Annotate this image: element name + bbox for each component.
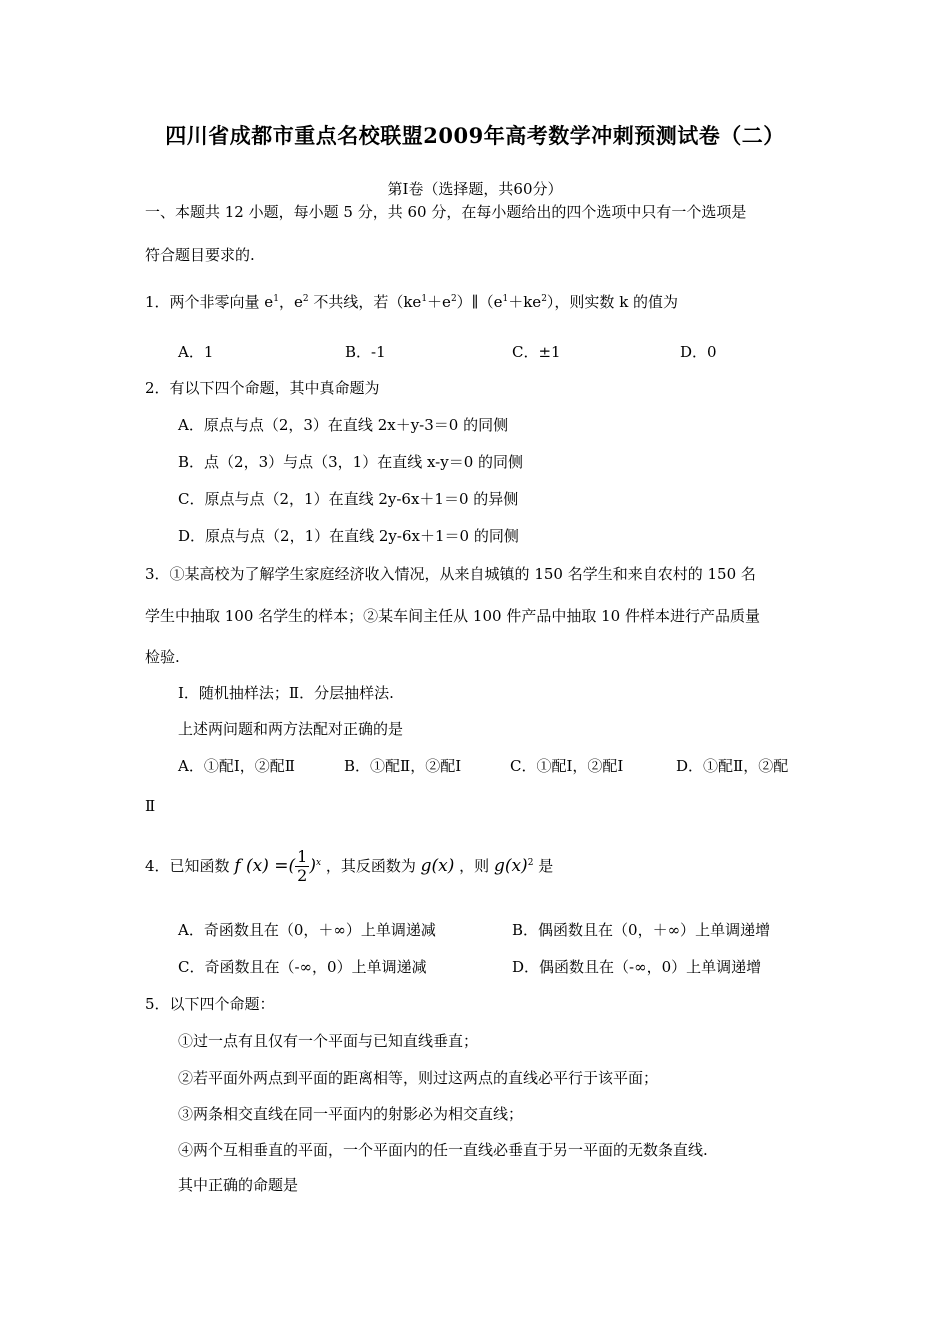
q3-option-c: C．①配Ⅰ，②配Ⅰ [510, 757, 624, 775]
q1-option-a: A．1 [178, 343, 214, 361]
q5-item-1: ①过一点有且仅有一个平面与已知直线垂直； [178, 1032, 479, 1050]
question-1-stem: 1．两个非零向量 $e^1$，$e^2$ 不共线，若$(ke^1+e^2)\parallel(e^1+ke^2)$，则实数 k 的值为 [145, 293, 679, 311]
q4-option-b: B．偶函数且在（0，＋∞）上单调递增 [512, 921, 771, 939]
question-2-stem: 2．有以下四个命题，其中真命题为 [145, 379, 380, 397]
q5-item-4: ④两个互相垂直的平面，一个平面内的任一直线必垂直于另一平面的无数条直线. [178, 1141, 708, 1159]
q4-option-c: C．奇函数且在（-∞，0）上单调递减 [178, 958, 427, 976]
q3-option-a: A．①配Ⅰ，②配Ⅱ [178, 757, 295, 775]
instructions-line-1: 一、本题共 12 小题，每小题 5 分，共 60 分，在每小题给出的四个选项中只有一个选项是 [145, 203, 747, 221]
q5-prompt: 其中正确的命题是 [178, 1176, 299, 1194]
question-3-line-3: 检验. [145, 648, 180, 666]
q4-option-d: D．偶函数且在（-∞，0）上单调递增 [512, 958, 762, 976]
q1-option-c: C．±1 [512, 343, 561, 361]
q1-option-d: D．0 [680, 343, 717, 361]
q2-option-a: A．原点与点（2，3）在直线 2x＋y-3＝0 的同侧 [178, 416, 509, 434]
question-5-stem: 5．以下四个命题： [145, 995, 275, 1013]
q5-item-3: ③两条相交直线在同一平面内的射影必为相交直线； [178, 1105, 524, 1123]
question-4-stem: 4．已知函数 f (x) =( $\frac{1}{2}$ )$^x$ ，其反函数为 g(x) ，则 $g(x)^2$ 是 [145, 847, 554, 885]
q3-option-d: D．①配Ⅱ，②配 [676, 757, 789, 775]
q4-function-g: g(x) [420, 856, 455, 876]
page-title: 四川省成都市重点名校联盟2009年高考数学冲刺预测试卷（二） [165, 123, 785, 148]
q2-option-c: C．原点与点（2，1）在直线 2y-6x＋1＝0 的异侧 [178, 490, 519, 508]
section-heading: 第Ⅰ卷（选择题，共60分） [387, 180, 563, 198]
q3-methods: I．随机抽样法；Ⅱ．分层抽样法. [178, 684, 394, 702]
q4-function-g-squared: $g(x)^2$ [493, 856, 534, 876]
q4-function-f: f (x) =( $\frac{1}{2}$ )$^x$ [234, 847, 322, 885]
q2-option-b: B．点（2，3）与点（3，1）在直线 x-y＝0 的同侧 [178, 453, 524, 471]
q4-option-a: A．奇函数且在（0，＋∞）上单调递减 [178, 921, 436, 939]
question-3-line-1: 3．①某高校为了解学生家庭经济收入情况，从来自城镇的 150 名学生和来自农村的 150 名 [145, 565, 756, 583]
q3-option-d-overflow: Ⅱ [145, 797, 156, 815]
q1-option-b: B．-1 [345, 343, 386, 361]
q5-item-2: ②若平面外两点到平面的距离相等，则过这两点的直线必平行于该平面； [178, 1069, 659, 1087]
instructions-line-2: 符合题目要求的. [145, 246, 255, 264]
q3-option-b: B．①配Ⅱ，②配Ⅰ [344, 757, 462, 775]
q2-option-d: D．原点与点（2，1）在直线 2y-6x＋1＝0 的同侧 [178, 527, 519, 545]
q3-prompt: 上述两问题和两方法配对正确的是 [178, 720, 404, 738]
question-3-line-2: 学生中抽取 100 名学生的样本；②某车间主任从 100 件产品中抽取 10 件样本进行产品质量 [145, 607, 760, 625]
